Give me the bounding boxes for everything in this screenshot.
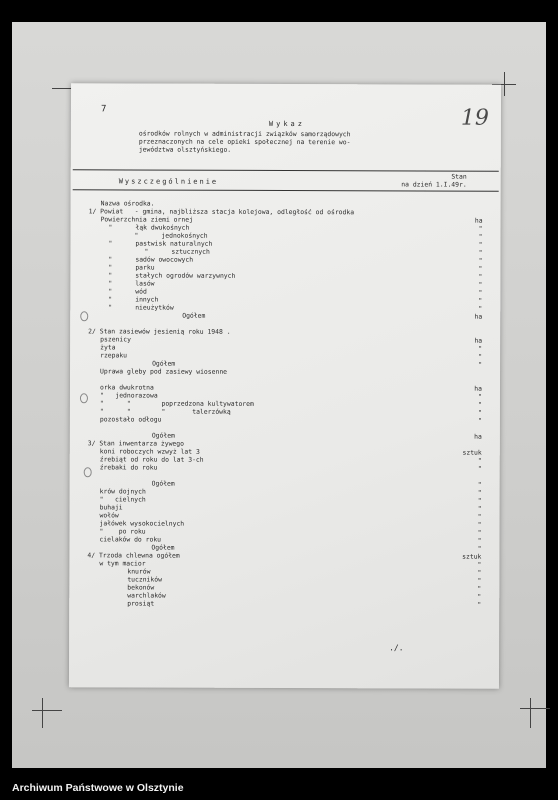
item-label: źrebaki do roku [99,463,158,472]
document-description: ośrodków rolnych w administracji związków samorządowych przeznaczonych na cele opieki społecznej na terenie wo- jewództwa olsztyńskiego. [138,129,351,154]
item-unit: " [477,456,482,465]
item-label: 1/ Powiat - gmina, najbliższa stacja kolejowa, odległość od ośrodka [88,207,355,217]
item-label: Nazwa ośrodka. [100,199,155,208]
item-unit: " [477,584,482,593]
item-unit: " [478,224,483,233]
item-unit: " [478,296,483,305]
table-rule-top [73,169,499,171]
register-mark [520,708,550,709]
item-unit: " [477,512,482,521]
item-unit: sztuk [462,448,482,457]
item-unit: " [478,400,482,409]
item-label: " lasów [108,279,155,288]
item-label: " " poprzedzona kultywatorem [99,399,254,408]
item-label: " łąk dwukośnych [108,223,190,232]
item-label: " jednokośnych [134,231,208,240]
item-unit: " [478,344,483,353]
item-label: Powierzchnia ziemi ornej [100,215,193,224]
closing-mark: ./. [389,643,404,653]
document-sheet [69,83,501,688]
item-label: " cielnych [99,495,146,504]
stan-header [401,172,466,188]
item-unit: " [478,288,483,297]
item-label: Uprawa gleby pod zasiewy wiosenne [100,367,228,376]
item-label: " sadów owocowych [108,255,194,264]
item-label: 4/ Trzoda chlewna ogółem [87,551,180,560]
document-title: Wykaz [268,119,306,129]
item-unit: sztuk [462,552,482,561]
item-label: " parku [108,263,155,272]
item-label: Ogółem [151,479,175,488]
item-unit: " [478,352,483,361]
punch-hole [84,467,92,477]
item-label: pszenicy [100,335,131,344]
item-label: rzepaku [100,351,128,360]
archive-footer: Archiwum Państwowe w Olsztynie [12,782,184,794]
item-unit: " [477,560,482,569]
item-label: " innych [108,295,159,304]
item-list [87,199,488,608]
item-label: wołów [99,511,119,520]
item-unit: " [477,568,482,577]
item-unit: ha [474,432,482,441]
item-label: " sztucznych [144,247,210,256]
item-unit: " [478,256,483,265]
item-unit: " [477,496,482,505]
item-unit: " [477,600,482,609]
register-mark [504,72,505,96]
item-unit: " [477,576,482,585]
stan-date: na dzień 1.I.49r. [401,180,467,189]
item-unit: " [478,360,483,369]
item-label: Ogółem [151,543,175,552]
item-unit: " [477,520,482,529]
item-label: " wód [108,287,147,296]
item-label: źrebiąt od roku do lat 3-ch [99,455,204,464]
item-label: krów dojnych [99,487,146,496]
item-unit: " [478,280,483,289]
item-label: knurów [127,567,151,576]
item-label: " po roku [99,527,146,536]
item-unit: ha [474,384,483,393]
item-label: Ogółem [151,431,175,440]
handwritten-mark: 19 [460,105,489,131]
item-unit: " [478,272,483,281]
item-label: koni roboczych wzwyż lat 3 [99,447,200,456]
table-rule-bottom [73,189,499,191]
item-unit: " [478,264,483,273]
item-label: " stałych ogrodów warzywnych [108,271,236,280]
item-label: żyta [100,343,116,352]
item-label: w tym macior [99,559,146,568]
item-unit: " [477,480,482,489]
item-unit: ha [474,216,483,225]
item-unit: " [478,248,483,257]
item-label: " " " talerzówką [99,407,231,416]
item-unit: " [478,240,483,249]
item-label: tuczników [127,575,162,584]
stan-label: Stan [451,172,467,181]
item-label: Ogółem [182,311,206,320]
item-label: pozostało odłogu [99,415,162,424]
item-label: cielaków do roku [99,535,162,544]
item-unit: " [477,528,482,537]
item-unit: " [478,304,483,313]
item-unit: " [478,392,482,401]
item-unit: " [477,592,482,601]
item-unit: ha [474,336,483,345]
item-label: Ogółem [152,359,176,368]
register-mark [32,710,62,711]
item-unit: " [478,416,482,425]
page-number: 7 [100,104,107,115]
item-label: warchlaków [127,591,166,600]
item-unit: " [477,488,482,497]
item-unit: " [477,504,482,513]
item-label: 3/ Stan inwentarza żywego [87,439,184,448]
item-label: " nieużytków [108,303,174,312]
item-unit: " [478,232,483,241]
register-mark [42,698,43,728]
item-label: " jednorazowa [99,391,158,400]
item-unit: ha [474,312,483,321]
item-unit: " [477,544,482,553]
item-unit: " [477,464,482,473]
column-header: Wyszczególnienie [118,177,219,186]
item-label: buhaji [99,503,123,512]
item-unit: " [477,536,482,545]
item-label: orka dwukrotna [99,383,154,392]
register-mark [530,698,531,728]
item-label: 2/ Stan zasiewów jesienią roku 1948 . [88,327,231,336]
list-item [87,599,487,608]
item-label: bekonów [127,583,155,592]
punch-hole [80,311,88,321]
item-label: jałówek wysokocielnych [99,519,185,528]
item-label: prosiąt [127,599,155,608]
punch-hole [80,393,88,403]
item-label: " pastwisk naturalnych [108,239,213,248]
item-unit: " [478,408,482,417]
